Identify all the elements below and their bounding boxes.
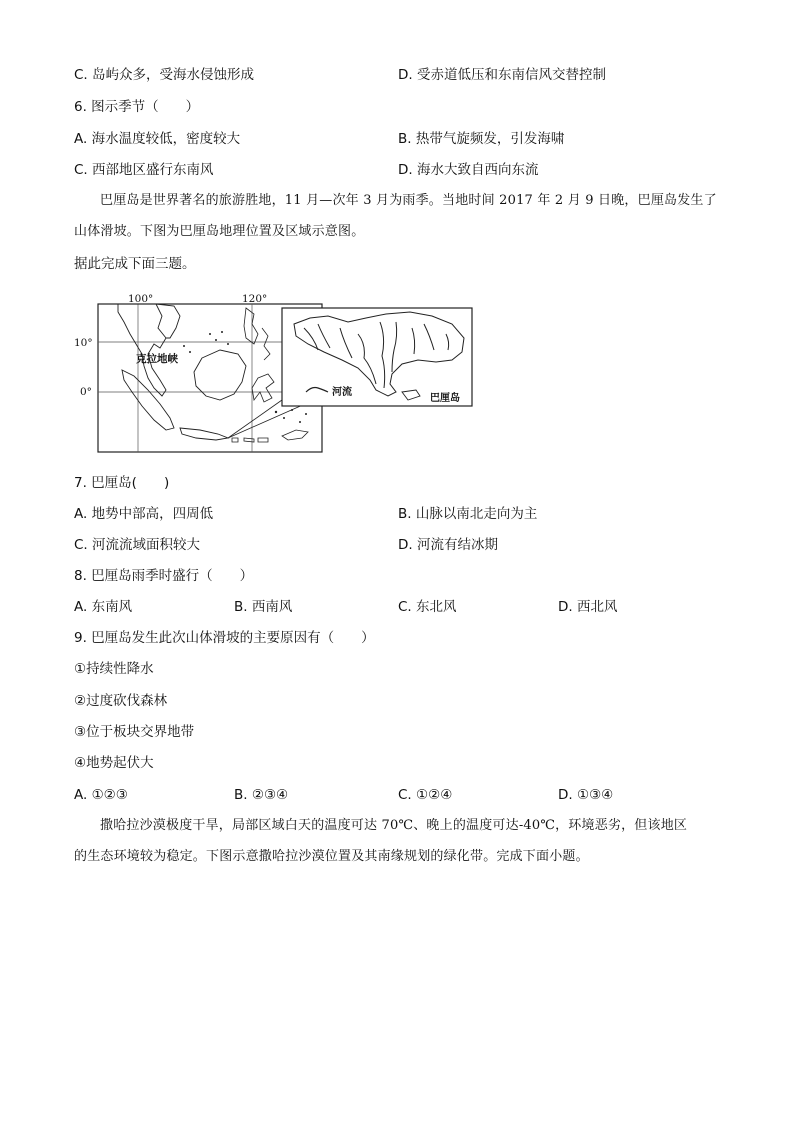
q6-stem: 6. 图示季节（ ） (74, 99, 200, 115)
river-legend-label: 河流 (332, 387, 352, 398)
q6-option-c: C. 西部地区盛行东南风 (74, 162, 214, 178)
bali-map-label: 巴厘岛 (430, 393, 460, 404)
q9-option-c: C. ①②④ (398, 787, 453, 803)
bali-intro-line1: 巴厘岛是世界著名的旅游胜地，11 月—次年 3 月为雨季。当地时间 2017 年 2 月 9 日晚，巴厘岛发生了 (100, 193, 717, 208)
q5-option-c: C. 岛屿众多，受海水侵蚀形成 (74, 67, 255, 83)
q9-option-b: B. ②③④ (234, 787, 289, 803)
lat-10-label: 10° (74, 337, 93, 349)
q7-option-d: D. 河流有结冰期 (398, 537, 498, 553)
q8-option-c: C. 东北风 (398, 599, 457, 615)
q6-option-d: D. 海水大致自西向东流 (398, 162, 539, 178)
q8-option-a: A. 东南风 (74, 599, 133, 615)
q7-option-b: B. 山脉以南北走向为主 (398, 506, 538, 522)
q7-option-a: A. 地势中部高，四周低 (74, 506, 214, 522)
q9-item-4: ④地势起伏大 (74, 755, 154, 771)
q8-option-d: D. 西北风 (558, 599, 618, 615)
lat-0-label: 0° (80, 386, 92, 398)
q9-item-2: ②过度砍伐森林 (74, 693, 168, 709)
kra-isthmus-label: 克拉地峡 (136, 353, 178, 365)
lon-100-label: 100° (128, 293, 154, 305)
bali-instruction: 据此完成下面三题。 (74, 256, 196, 272)
q9-item-3: ③位于板块交界地带 (74, 724, 195, 740)
q7-stem: 7. 巴厘岛( ) (74, 475, 170, 491)
q9-option-d: D. ①③④ (558, 787, 614, 803)
q9-item-1: ①持续性降水 (74, 661, 154, 677)
q7-option-c: C. 河流流域面积较大 (74, 537, 201, 553)
bali-location-map (74, 288, 476, 456)
sahara-intro-line2: 的生态环境较为稳定。下图示意撒哈拉沙漠位置及其南缘规划的绿化带。完成下面小题。 (74, 849, 589, 864)
q6-option-a: A. 海水温度较低，密度较大 (74, 131, 241, 147)
lon-120-label: 120° (242, 293, 268, 305)
q8-stem: 8. 巴厘岛雨季时盛行（ ） (74, 568, 254, 584)
sahara-intro-line1: 撒哈拉沙漠极度干旱，局部区域白天的温度可达 70℃、晚上的温度可达-40℃，环境恶劣，但该地区 (100, 818, 688, 833)
bali-intro-line2: 山体滑坡。下图为巴厘岛地理位置及区域示意图。 (74, 224, 365, 239)
q8-option-b: B. 西南风 (234, 599, 293, 615)
q5-option-d: D. 受赤道低压和东南信风交替控制 (398, 67, 606, 83)
bali-map-svg (96, 288, 476, 456)
q9-stem: 9. 巴厘岛发生此次山体滑坡的主要原因有（ ） (74, 630, 375, 646)
q6-option-b: B. 热带气旋频发，引发海啸 (398, 131, 565, 147)
q9-option-a: A. ①②③ (74, 787, 128, 803)
